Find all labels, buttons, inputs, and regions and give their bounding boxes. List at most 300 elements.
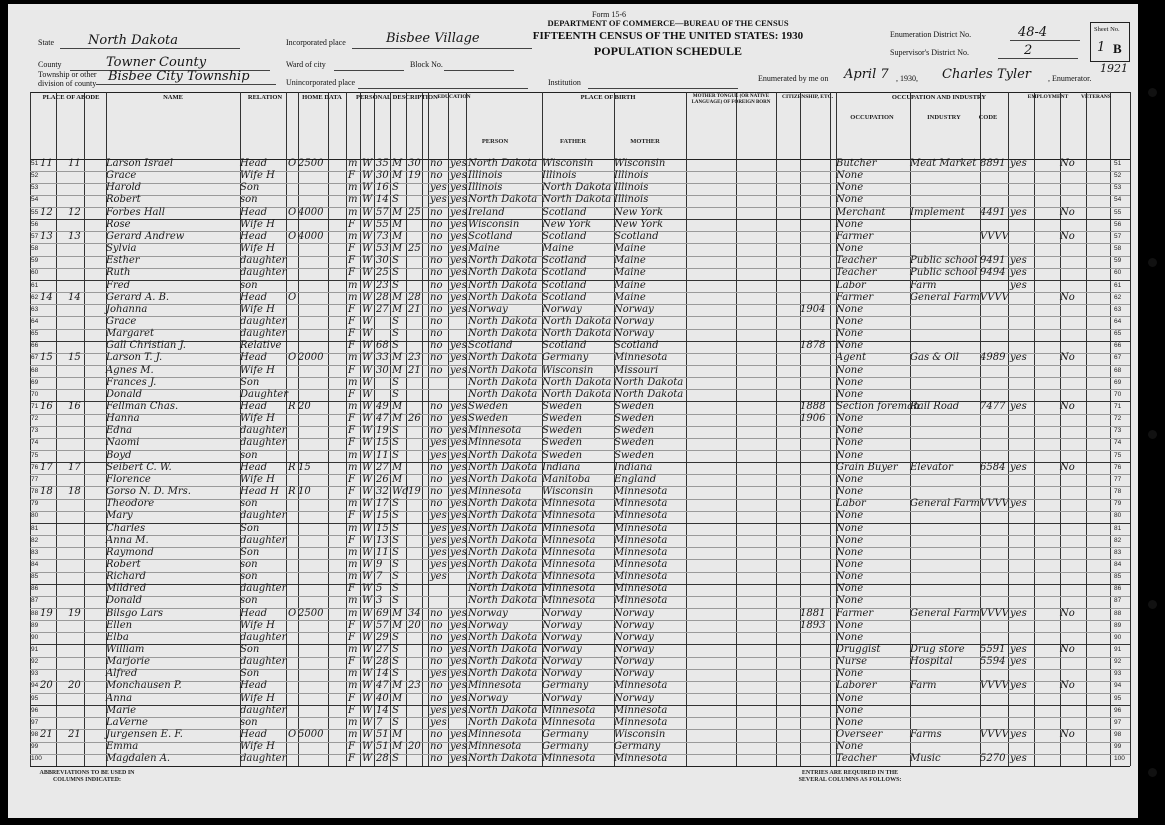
cell-sex: F <box>348 631 355 643</box>
punch-hole <box>1148 258 1157 267</box>
cell-emp <box>1010 705 1032 717</box>
cell-cit <box>800 510 830 522</box>
cell-own: O <box>288 291 297 303</box>
cell-own <box>288 377 298 389</box>
cell-bp: Minnesota <box>468 425 522 437</box>
cell-dw <box>40 219 56 231</box>
cell-name: Donald <box>106 595 143 607</box>
cell-emp <box>1010 316 1032 328</box>
cell-code <box>980 316 1006 328</box>
cell-rel: Wife H <box>240 692 275 704</box>
cell-sex: F <box>348 704 355 716</box>
cell-dw <box>40 413 56 425</box>
cell-mb: Minnesota <box>614 583 668 595</box>
cell-name: Monchausen P. <box>106 680 182 692</box>
cell-fb: Norway <box>542 631 582 643</box>
cell-cit <box>800 316 830 328</box>
cell-rel: daughter <box>240 328 287 340</box>
cell-race: W <box>362 473 373 485</box>
cell-fam: 12 <box>68 206 81 218</box>
cell-bp: Norway <box>468 692 508 704</box>
cell-val <box>298 668 328 680</box>
cell-fam <box>68 377 84 389</box>
cell-rel: son <box>240 279 258 291</box>
line-number: 59 <box>31 257 39 265</box>
cell-mar: M <box>392 352 403 364</box>
cell-age: 26 <box>376 473 389 485</box>
line-number: 87 <box>31 597 39 605</box>
cell-val: 2500 <box>298 158 324 169</box>
cell-sch: no <box>430 692 443 704</box>
cell-mar: M <box>392 303 403 315</box>
sheet-number-box: Sheet No. 1 B <box>1090 22 1130 62</box>
cell-sch: no <box>430 413 443 425</box>
line-number: 76 <box>31 463 39 471</box>
cell-race: W <box>362 279 373 291</box>
cell-own <box>288 194 298 206</box>
cell-cit <box>800 741 830 753</box>
cell-sex: m <box>348 194 358 206</box>
cell-sex: m <box>348 668 358 680</box>
cell-fam <box>68 219 84 231</box>
cell-vet <box>1060 182 1080 194</box>
group-mother-tongue: MOTHER TONGUE (OR NATIVE LANGUAGE) OF FOREIGN BORN <box>691 94 771 105</box>
cell-rd: yes <box>450 729 467 741</box>
cell-name: Theodore <box>106 498 155 510</box>
cell-cit <box>800 644 830 656</box>
cell-bp: Norway <box>468 607 508 619</box>
cell-mb: Minnesota <box>614 716 668 728</box>
cell-val <box>298 219 328 231</box>
cell-name: Edna <box>106 425 133 437</box>
cell-mar: S <box>392 644 399 655</box>
cell-own <box>288 753 298 765</box>
cell-mb: Norway <box>614 607 654 619</box>
cell-mar: M <box>392 413 403 425</box>
cell-val <box>298 340 328 352</box>
cell-race: W <box>362 656 373 668</box>
line-number-right: 54 <box>1114 196 1122 204</box>
cell-fam <box>68 753 84 765</box>
cell-rel: son <box>240 498 258 510</box>
cell-sch: no <box>430 243 443 255</box>
cell-bp: Illinois <box>468 170 503 182</box>
cell-sch: no <box>430 218 443 230</box>
cell-race: W <box>362 206 373 218</box>
cell-dw <box>40 340 56 352</box>
cell-race: W <box>362 644 373 655</box>
cell-bp: North Dakota <box>468 461 538 473</box>
cell-emp <box>1010 437 1032 449</box>
cell-val <box>298 280 328 292</box>
cell-cit <box>800 255 830 267</box>
incorporated-value: Bisbee Village <box>386 31 480 46</box>
cell-am <box>408 583 422 595</box>
cell-sex: m <box>348 558 358 570</box>
cell-rd: yes <box>450 692 467 704</box>
cell-sch <box>430 595 446 607</box>
cell-cit <box>800 437 830 449</box>
line-number-right: 77 <box>1114 475 1122 483</box>
cell-own <box>288 559 298 571</box>
line-number-right: 87 <box>1114 597 1122 605</box>
cell-mb: Norway <box>614 668 654 680</box>
cell-rel: son <box>240 449 258 461</box>
cell-age: 47 <box>376 680 389 692</box>
cell-fam <box>68 498 84 510</box>
cell-name: Margaret <box>106 328 155 340</box>
cell-vet: No <box>1060 206 1075 218</box>
cell-age: 7 <box>376 716 383 728</box>
line-number: 90 <box>31 633 39 641</box>
cell-bp: North Dakota <box>468 668 538 680</box>
cell-occ: None <box>836 716 864 728</box>
cell-fam <box>68 389 84 401</box>
cell-bp: North Dakota <box>468 583 538 595</box>
cell-cit <box>800 583 830 595</box>
cell-code <box>980 523 1006 535</box>
cell-val <box>298 243 328 255</box>
cell-vet <box>1060 741 1080 753</box>
cell-cit <box>800 182 830 194</box>
cell-name: Donald <box>106 388 143 400</box>
cell-rel: Son <box>240 546 260 558</box>
cell-own <box>288 693 298 705</box>
cell-fam: 15 <box>68 352 81 364</box>
cell-cit <box>800 425 830 437</box>
cell-emp <box>1010 365 1032 377</box>
cell-occ: None <box>836 583 864 595</box>
cell-bp: Sweden <box>468 401 509 412</box>
cell-code <box>980 280 1006 292</box>
cell-bp: North Dakota <box>468 315 538 327</box>
cell-rel: Wife H <box>240 619 275 631</box>
cell-fam <box>68 340 84 352</box>
cell-rd: yes <box>450 291 467 303</box>
cell-sch: yes <box>430 546 447 558</box>
cell-code <box>980 194 1006 206</box>
line-number-right: 92 <box>1114 658 1122 666</box>
cell-fam <box>68 243 84 255</box>
cell-rd: yes <box>450 352 467 364</box>
cell-mar: M <box>392 243 403 255</box>
cell-ind <box>910 365 980 377</box>
group-veterans: VETERANS <box>1081 94 1111 100</box>
cell-emp <box>1010 194 1032 206</box>
cell-code: VVVV <box>980 607 1009 619</box>
cell-bp: North Dakota <box>468 510 538 522</box>
cell-race: W <box>362 583 373 595</box>
cell-race: W <box>362 546 373 558</box>
cell-age: 47 <box>376 413 389 425</box>
cell-cit <box>800 352 830 364</box>
cell-cit <box>800 753 830 765</box>
cell-vet <box>1060 523 1080 535</box>
cell-emp <box>1010 413 1032 425</box>
cell-name: Gerard A. B. <box>106 291 170 303</box>
institution-label: Institution <box>548 78 581 87</box>
cell-name: Robert <box>106 558 141 570</box>
cell-mb: Maine <box>614 279 646 291</box>
cell-mb: Maine <box>614 243 646 255</box>
cell-sex: F <box>348 656 355 668</box>
line-number: 99 <box>31 743 39 751</box>
line-number: 100 <box>31 755 42 763</box>
cell-mar: S <box>392 716 399 728</box>
cell-mar: S <box>392 315 399 327</box>
cell-mb: Wisconsin <box>614 729 666 741</box>
cell-race: W <box>362 376 373 388</box>
supervisor-label: Supervisor's District No. <box>890 48 969 57</box>
cell-mb: Norway <box>614 303 654 315</box>
cell-name: Seibert C. W. <box>106 461 172 473</box>
cell-ind <box>910 316 980 328</box>
cell-rel: Wife H <box>240 170 275 182</box>
cell-code <box>980 389 1006 401</box>
cell-cit <box>800 377 830 389</box>
line-number: 93 <box>31 670 39 678</box>
cell-rd: yes <box>450 303 467 315</box>
cell-name: Mary <box>106 510 133 522</box>
cell-rd: yes <box>450 486 467 498</box>
cell-rd: yes <box>450 158 467 169</box>
cell-occ: Teacher <box>836 255 877 267</box>
cell-mar: M <box>392 692 403 704</box>
cell-occ: None <box>836 510 864 522</box>
cell-dw <box>40 498 56 510</box>
cell-mar: S <box>392 534 399 546</box>
cell-code: 8891 <box>980 158 1006 169</box>
column-divider <box>1130 92 1131 766</box>
cell-emp: yes <box>1010 279 1027 291</box>
cell-sch: no <box>430 315 443 327</box>
cell-rel: Head <box>240 607 268 619</box>
cell-fb: Maine <box>542 243 574 255</box>
line-number-right: 79 <box>1114 500 1122 508</box>
cell-val: 2500 <box>298 607 324 619</box>
cell-val <box>298 741 328 753</box>
cell-cit <box>800 680 830 692</box>
cell-rel: Wife H <box>240 364 275 376</box>
cell-own <box>288 413 298 425</box>
cell-sch: no <box>430 729 443 741</box>
cell-mar: M <box>392 741 403 753</box>
cell-code: 5591 <box>980 644 1006 655</box>
cell-fb: North Dakota <box>542 194 612 206</box>
cell-fb: Sweden <box>542 401 583 412</box>
cell-fb: Indiana <box>542 461 581 473</box>
cell-fb: Norway <box>542 607 582 619</box>
cell-sch: no <box>430 170 443 182</box>
line-number-right: 85 <box>1114 573 1122 581</box>
cell-ind: General Farm <box>910 607 980 619</box>
cell-name: Ruth <box>106 267 131 279</box>
occupation-head: OCCUPATION <box>850 114 894 121</box>
cell-cit: 1878 <box>800 340 826 352</box>
cell-age: 14 <box>376 668 389 680</box>
cell-mar: M <box>392 729 403 741</box>
cell-code <box>980 304 1006 316</box>
group-name: NAME <box>163 94 183 101</box>
unincorporated-label: Unincorporated place <box>286 78 356 87</box>
cell-am: 25 <box>408 243 421 255</box>
line-number-right: 88 <box>1114 609 1122 617</box>
cell-code <box>980 595 1006 607</box>
cell-rel: Son <box>240 182 260 194</box>
cell-am: 30 <box>408 158 421 169</box>
cell-am <box>408 401 422 413</box>
cell-sch: yes <box>430 194 447 206</box>
cell-rel: Wife H <box>240 303 275 315</box>
cell-val: 5000 <box>298 729 324 741</box>
birth-mother-head: MOTHER <box>630 138 660 145</box>
cell-age: 5 <box>376 583 383 595</box>
cell-cit <box>800 450 830 462</box>
cell-fb: Minnesota <box>542 571 596 583</box>
cell-rd: yes <box>450 230 467 242</box>
cell-mb: North Dakota <box>614 376 684 388</box>
cell-am: 19 <box>408 486 421 498</box>
cell-emp: yes <box>1010 680 1027 692</box>
cell-dw <box>40 425 56 437</box>
cell-fb: Norway <box>542 303 582 315</box>
table-row <box>30 753 1130 767</box>
cell-age: 51 <box>376 741 389 753</box>
cell-am <box>408 753 422 765</box>
cell-dw: 18 <box>40 486 53 498</box>
cell-race: W <box>362 486 373 498</box>
cell-ind: Farms <box>910 729 942 741</box>
cell-race: W <box>362 291 373 303</box>
cell-age: 3 <box>376 595 383 607</box>
cell-dw: 13 <box>40 230 53 242</box>
cell-dw <box>40 523 56 535</box>
cell-fam <box>68 425 84 437</box>
cell-val <box>298 693 328 705</box>
cell-race: W <box>362 704 373 716</box>
cell-own <box>288 705 298 717</box>
line-number-right: 97 <box>1114 718 1122 726</box>
cell-code <box>980 547 1006 559</box>
cell-dw <box>40 170 56 182</box>
cell-occ: Farmer <box>836 291 874 303</box>
cell-vet <box>1060 486 1080 498</box>
cell-race: W <box>362 303 373 315</box>
cell-fb: Norway <box>542 668 582 680</box>
cell-name: Gerard Andrew <box>106 230 185 242</box>
cell-rel: daughter <box>240 510 287 522</box>
cell-fam <box>68 510 84 522</box>
cell-am <box>408 523 422 535</box>
cell-sex: F <box>348 388 355 400</box>
cell-emp <box>1010 632 1032 644</box>
cell-sch: no <box>430 340 443 352</box>
cell-name: Grace <box>106 170 137 182</box>
cell-ind <box>910 377 980 389</box>
cell-emp: yes <box>1010 401 1027 412</box>
cell-bp: North Dakota <box>468 753 538 765</box>
cell-occ: None <box>836 388 864 400</box>
line-number: 55 <box>31 208 39 216</box>
cell-fb: Wisconsin <box>542 364 594 376</box>
cell-mar: M <box>392 619 403 631</box>
cell-name: Jurgensen E. F. <box>106 729 183 741</box>
cell-bp: North Dakota <box>468 328 538 340</box>
cell-vet <box>1060 389 1080 401</box>
cell-own <box>288 498 298 510</box>
cell-emp <box>1010 559 1032 571</box>
cell-sex: F <box>348 340 355 352</box>
cell-val <box>298 571 328 583</box>
cell-dw <box>40 389 56 401</box>
cell-val <box>298 644 328 656</box>
cell-bp: North Dakota <box>468 716 538 728</box>
cell-am <box>408 632 422 644</box>
cell-age: 15 <box>376 522 389 534</box>
line-number: 92 <box>31 658 39 666</box>
cell-age: 9 <box>376 558 383 570</box>
cell-age: 73 <box>376 230 389 242</box>
cell-race: W <box>362 607 373 619</box>
sheet-letter: B <box>1113 41 1122 56</box>
cell-name: Esther <box>106 255 140 267</box>
cell-ind: Farm <box>910 279 937 291</box>
cell-age: 35 <box>376 158 389 169</box>
cell-emp <box>1010 231 1032 243</box>
cell-occ: None <box>836 413 864 425</box>
cell-occ: None <box>836 473 864 485</box>
cell-code <box>980 693 1006 705</box>
cell-own: O <box>288 607 297 619</box>
line-number-right: 99 <box>1114 743 1122 751</box>
cell-occ: None <box>836 315 864 327</box>
cell-rel: daughter <box>240 425 287 437</box>
cell-cit <box>800 219 830 231</box>
cell-ind: Rail Road <box>910 401 960 412</box>
cell-vet <box>1060 632 1080 644</box>
cell-emp <box>1010 523 1032 535</box>
group-home-data: HOME DATA <box>302 94 342 101</box>
line-number: 66 <box>31 342 39 350</box>
cell-race: W <box>362 753 373 765</box>
cell-mar: S <box>392 425 399 437</box>
industry-head: INDUSTRY <box>927 114 961 121</box>
cell-ind <box>910 571 980 583</box>
cell-cit <box>800 656 830 668</box>
cell-ind <box>910 523 980 535</box>
cell-ind: Elevator <box>910 461 953 473</box>
cell-fam <box>68 595 84 607</box>
cell-rel: daughter <box>240 753 287 765</box>
cell-rd <box>450 571 466 583</box>
cell-sex: F <box>348 255 355 267</box>
cell-race: W <box>362 716 373 728</box>
cell-age: 55 <box>376 218 389 230</box>
cell-sex: m <box>348 716 358 728</box>
cell-vet: No <box>1060 158 1075 169</box>
cell-sex: m <box>348 279 358 291</box>
cell-race: W <box>362 729 373 741</box>
line-number: 69 <box>31 378 39 386</box>
cell-vet <box>1060 595 1080 607</box>
cell-ind <box>910 194 980 206</box>
cell-bp: North Dakota <box>468 522 538 534</box>
cell-sch: no <box>430 741 443 753</box>
cell-bp: Wisconsin <box>468 218 520 230</box>
cell-code <box>980 377 1006 389</box>
line-number: 96 <box>31 706 39 714</box>
cell-name: Anna <box>106 692 133 704</box>
